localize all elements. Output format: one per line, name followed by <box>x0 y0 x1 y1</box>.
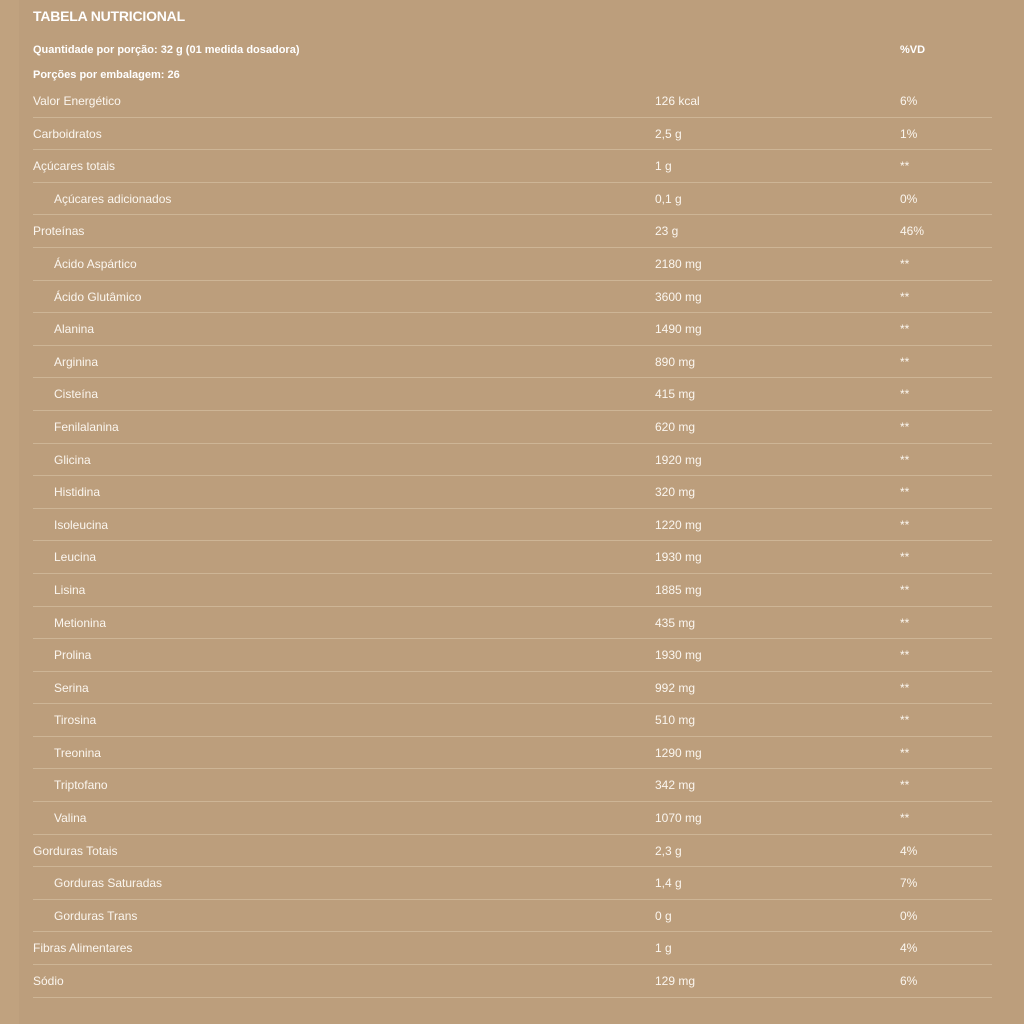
nutrient-vd: 7% <box>900 876 918 891</box>
nutrient-vd: ** <box>900 811 910 826</box>
table-row <box>33 150 992 183</box>
nutrient-amount: 435 mg <box>655 615 696 630</box>
nutrient-name: Isoleucina <box>54 517 109 532</box>
nutrient-name: Leucina <box>54 550 97 565</box>
table-row <box>33 313 992 346</box>
nutrient-amount: 415 mg <box>655 387 696 402</box>
nutrient-vd: ** <box>900 713 910 728</box>
nutrient-name: Fibras Alimentares <box>33 941 133 956</box>
table-row <box>33 867 992 900</box>
nutrient-name: Glicina <box>54 452 91 467</box>
table-row <box>33 118 992 151</box>
nutrient-vd: 6% <box>900 974 918 989</box>
nutrient-name: Arginina <box>54 354 99 369</box>
nutrient-amount: 3600 mg <box>655 289 702 304</box>
vd-column-header: %VD <box>900 44 926 56</box>
nutrient-amount: 1070 mg <box>655 811 702 826</box>
nutrient-amount: 1 g <box>655 159 672 174</box>
nutrient-vd: ** <box>900 615 910 630</box>
nutrient-vd: 0% <box>900 908 918 923</box>
nutrient-vd: ** <box>900 778 910 793</box>
table-row <box>33 378 992 411</box>
table-row <box>33 183 992 216</box>
table-row <box>33 607 992 640</box>
nutrient-vd: 1% <box>900 126 918 141</box>
nutrient-name: Treonina <box>54 745 101 760</box>
nutrient-amount: 1920 mg <box>655 452 702 467</box>
nutrient-amount: 1490 mg <box>655 322 702 337</box>
table-row <box>33 835 992 868</box>
table-row <box>33 85 992 118</box>
nutrient-name: Ácido Glutâmico <box>54 289 142 304</box>
table-row <box>33 444 992 477</box>
nutrient-name: Ácido Aspártico <box>54 256 137 271</box>
table-row <box>33 346 992 379</box>
nutrient-amount: 126 kcal <box>655 94 700 108</box>
table-row <box>33 476 992 509</box>
nutrient-name: Proteínas <box>33 224 85 239</box>
table-row <box>33 639 992 672</box>
nutrient-amount: 129 mg <box>655 974 696 989</box>
nutrient-name: Alanina <box>54 322 95 337</box>
table-row <box>33 215 992 248</box>
nutrient-amount: 510 mg <box>655 713 696 728</box>
table-row <box>33 737 992 770</box>
nutrient-name: Triptofano <box>54 778 108 793</box>
nutrient-vd: ** <box>900 648 910 663</box>
nutrient-vd: ** <box>900 745 910 760</box>
nutrient-amount: 2,5 g <box>655 126 682 141</box>
table-row <box>33 704 992 737</box>
nutrient-amount: 0 g <box>655 908 672 923</box>
nutrient-amount: 992 mg <box>655 680 696 695</box>
table-row <box>33 248 992 281</box>
table-row <box>33 281 992 314</box>
nutrient-amount: 1930 mg <box>655 550 702 565</box>
nutrient-name: Serina <box>54 680 89 695</box>
table-row <box>33 802 992 835</box>
nutrient-name: Prolina <box>54 648 92 663</box>
nutrition-table <box>33 85 992 998</box>
nutrient-amount: 1 g <box>655 941 672 956</box>
nutrient-vd: 4% <box>900 941 918 956</box>
nutrient-vd: ** <box>900 485 910 500</box>
nutrient-name: Lisina <box>54 582 86 597</box>
nutrient-amount: 1930 mg <box>655 648 702 663</box>
nutrient-vd: 0% <box>900 191 918 206</box>
nutrient-vd: ** <box>900 452 910 467</box>
table-row <box>33 769 992 802</box>
nutrient-amount: 320 mg <box>655 485 696 500</box>
page-title: TABELA NUTRICIONAL <box>33 8 185 24</box>
nutrient-vd: ** <box>900 680 910 695</box>
nutrient-name: Açúcares adicionados <box>54 191 172 206</box>
nutrient-amount: 890 mg <box>655 354 696 369</box>
nutrient-amount: 1,4 g <box>655 876 682 891</box>
nutrient-name: Gorduras Totais <box>33 843 118 858</box>
nutrient-amount: 1885 mg <box>655 582 702 597</box>
nutrient-vd: ** <box>900 582 910 597</box>
nutrient-name: Sódio <box>33 974 64 989</box>
nutrient-name: Metionina <box>54 615 107 630</box>
nutrient-name: Tirosina <box>54 713 97 728</box>
nutrient-vd: ** <box>900 159 910 174</box>
table-row <box>33 932 992 965</box>
nutrient-amount: 342 mg <box>655 778 696 793</box>
nutrient-name: Carboidratos <box>33 126 102 141</box>
nutrient-vd: ** <box>900 354 910 369</box>
nutrient-name: Gorduras Saturadas <box>54 876 163 891</box>
nutrient-vd: ** <box>900 419 910 434</box>
nutrient-vd: ** <box>900 322 910 337</box>
nutrient-vd: ** <box>900 550 910 565</box>
nutrient-amount: 1290 mg <box>655 745 702 760</box>
table-row <box>33 900 992 933</box>
nutrient-vd: ** <box>900 387 910 402</box>
serving-size: Quantidade por porção: 32 g (01 medida dosadora) <box>33 44 300 56</box>
nutrient-name: Gorduras Trans <box>54 908 138 923</box>
nutrient-vd: ** <box>900 256 910 271</box>
nutrient-amount: 620 mg <box>655 419 696 434</box>
nutrient-vd: 4% <box>900 843 918 858</box>
nutrient-amount: 23 g <box>655 224 679 239</box>
table-row <box>33 672 992 705</box>
nutrient-vd: ** <box>900 289 910 304</box>
nutrient-amount: 0,1 g <box>655 191 682 206</box>
nutrient-name: Cisteína <box>54 387 99 402</box>
nutrient-vd: 6% <box>900 94 918 108</box>
nutrient-vd: ** <box>900 517 910 532</box>
nutrient-amount: 2,3 g <box>655 843 682 858</box>
table-row <box>33 509 992 542</box>
nutrient-amount: 2180 mg <box>655 256 702 271</box>
table-row <box>33 574 992 607</box>
nutrient-amount: 1220 mg <box>655 517 702 532</box>
table-row <box>33 411 992 444</box>
nutrient-name: Valina <box>54 811 87 826</box>
nutrient-name: Histidina <box>54 485 101 500</box>
nutrient-name: Açúcares totais <box>33 159 116 174</box>
table-row <box>33 965 992 998</box>
portions-per-package: Porções por embalagem: 26 <box>33 69 180 81</box>
table-row <box>33 541 992 574</box>
nutrient-name: Valor Energético <box>33 94 121 108</box>
nutrient-vd: 46% <box>900 224 925 239</box>
nutrient-name: Fenilalanina <box>54 419 119 434</box>
